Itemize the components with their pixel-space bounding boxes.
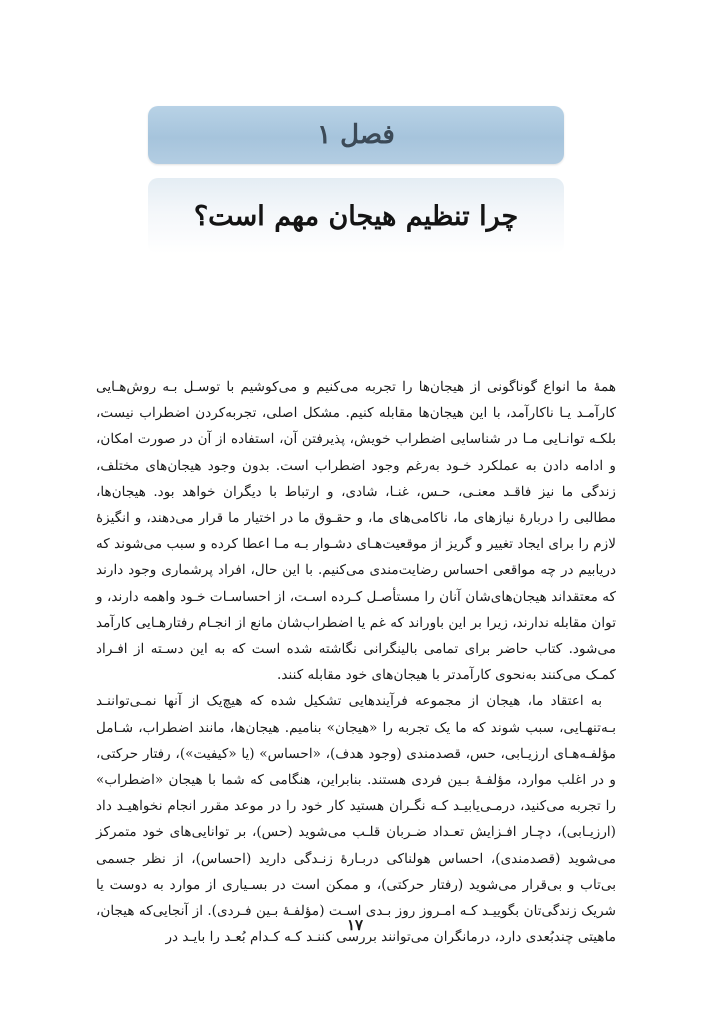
chapter-banner (148, 106, 564, 164)
paragraph-1: همهٔ ما انواع گوناگونی از هیجان‌ها را تجربه می‌کنیم و می‌کوشیم با توسـل بـه روش‌هـایی کارآمـد یـا ناکارآمد، با این هیجان‌ها مقابله کنیم. مشکل اصلی، تجربه‌کردن اضطراب نیست، بلکـه توانـایی مـا در شناسایی اضطراب خویش، پذیرفتن آن، استفاده از آن در صورت امکان، و ادامه دادن به عملکرد خـود به‌رغم وجود اضطراب است. بدون وجود هیجان‌های مختلف، زندگی ما نیز فاقـد معنـی، حـس، غنـا، شادی، و ارتباط با دیگران خواهد بود. هیجان‌ها، مطالبی را دربارهٔ نیازهای ما، ناکامی‌های ما، و حقـوق ما در اختیار ما قرار می‌دهند، و انگیزهٔ لازم را برای ایجاد تغییر و گریز از موقعیت‌هـای دشـوار بـه مـا اعطا کرده و سبب می‌شوند که دریابیم در چه مواقعی احساس رضایت‌مندی می‌کنیم. با این حال، افراد پرشماری وجود دارند که معتقداند هیجان‌های‌شان آنان را مستأصـل کـرده اسـت، از احساسـات خـود واهمه دارند، و توان مقابله ندارند، زیرا بر این باوراند که غم یا اضطراب‌شان مانع از انجـام رفتارهـایی کارآمد می‌شود. کتاب حاضر برای تمامی بالینگرانی نگاشته شده است که به این دسـته از افـراد کمـک می‌کنند به‌نحوی کارآمدتر با هیجان‌های خود مقابله کنند. (96, 379, 616, 684)
page-number: ۱۷ (346, 916, 364, 934)
chapter-title: چرا تنظیم هیجان مهم است؟ (193, 200, 519, 232)
chapter-title-banner (148, 178, 564, 254)
body-text (96, 374, 616, 950)
chapter-label: فصل ۱ (317, 120, 395, 150)
paragraph-2: به اعتقاد ما، هیجان از مجموعه فرآیندهایی تشکیل شده که هیچ‌یک از آنها نمـی‌تواننـد بـه‌تنهـایی، سبب شوند که ما یک تجربه را «هیجان» بنامیم. هیجان‌ها، مانند اضطراب، شـامل مؤلفـه‌هـای ارزیـابی، حس، قصدمندی (وجود هدف)، «احساس» (یا «کیفیت»)، رفتار حرکتی، و در اغلب موارد، مؤلفـهٔ بـین فردی هستند. بنابراین، هنگامی که شما با هیجان «اضطراب» را تجربه می‌کنید، درمـی‌یابیـد کـه نگـران هستید کار خود را در موعد مقرر انجام نخواهیـد داد (ارزیـابی)، دچـار افـزایش تعـداد ضـربان قلـب می‌شوید (حس)، بر توانایی‌های خود متمرکز می‌شوید (قصدمندی)، احساس هولناکی دربـارهٔ زنـدگی دارید (احساس)، از نظر جسمی بی‌تاب و بی‌قرار می‌شوید (رفتار حرکتی)، و ممکن است در بسـیاری از موارد به دوست یا شریک زندگی‌تان بگوییـد کـه امـروز روز بـدی اسـت (مؤلفـهٔ بـین فـردی). از آنجایی‌که هیجان، ماهیتی چندبُعدی دارد، درمانگران می‌توانند بررسی کننـد کـه کـدام بُعـد را بایـد در (96, 693, 616, 946)
